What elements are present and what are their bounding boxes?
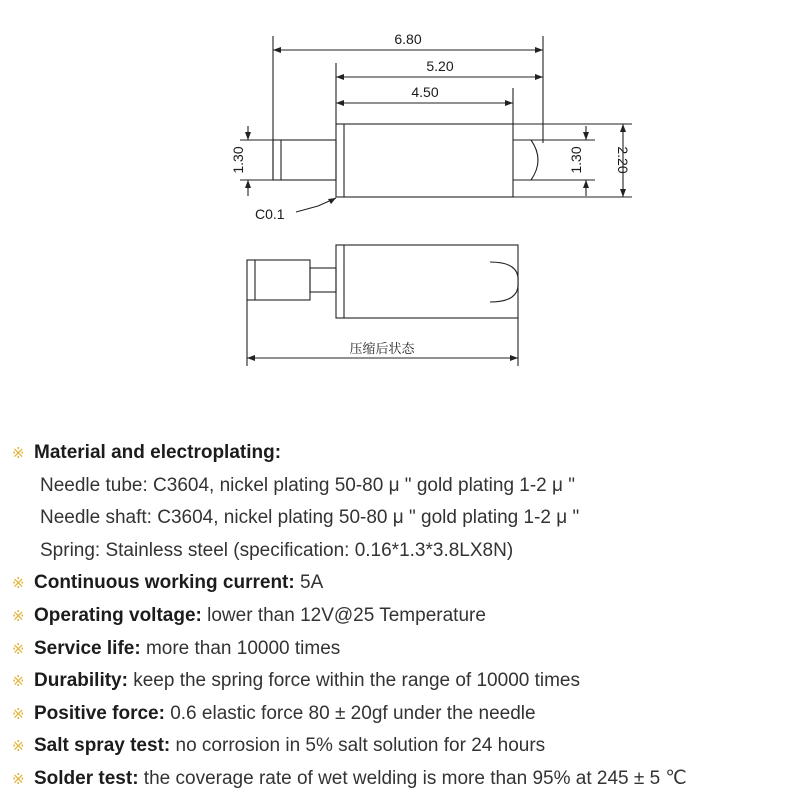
spec-key: Positive force: [34,702,165,724]
dim-body-dia-label: 2.20 [615,146,631,174]
spec-value: 0.6 elastic force 80 ± 20gf under the needle [164,702,536,724]
arrow-head [535,47,543,53]
tip-head [513,140,538,180]
spec-value: 5A [294,572,324,594]
bullet-mark: ※ [12,640,25,658]
spec-row [12,763,792,796]
bullet-mark: ※ [12,770,25,788]
plunger-shaft [273,140,336,180]
arrow-head [583,132,589,140]
arrow-head [505,100,513,106]
compressed-barrel [336,245,518,318]
spec-value: keep the spring force within the range of 10000 times [127,670,581,692]
compressed-shaft-neck [310,268,336,292]
spec-key: Durability: [34,670,128,692]
spec-value: the coverage rate of wet welding is more than 95% at 245 ± 5 ℃ [138,767,687,789]
arrow-head [336,100,344,106]
dim-body-label: 5.20 [426,58,454,74]
bullet-mark: ※ [12,673,25,691]
spec-row [12,730,792,763]
material-item: Needle shaft: C3604, nickel plating 50-80 μ " gold plating 1-2 μ " [40,507,580,529]
spec-row [12,665,792,698]
spec-key: Salt spray test: [34,735,171,757]
arrow-head [510,355,518,361]
arrow-head [328,198,336,204]
arrow-head [535,74,543,80]
spec-key: Service life: [34,637,141,659]
chamfer-label: C0.1 [255,206,285,222]
arrow-head [620,189,626,197]
dim-shaft-dia-label: 1.30 [230,146,246,174]
bullet-mark: ※ [12,738,25,756]
compressed-tip [490,262,518,302]
bullet-mark: ※ [12,607,25,625]
spec-row [12,600,792,633]
compressed-shaft [247,260,310,300]
spec-row [12,633,792,666]
arrow-head [620,124,626,132]
arrow-head [273,47,281,53]
dim-overall-label: 6.80 [394,31,422,47]
spec-list [12,437,792,796]
arrow-head [247,355,255,361]
bullet-mark: ※ [12,575,25,593]
spec-value: no corrosion in 5% salt solution for 24 hours [170,735,546,757]
arrow-head [245,180,251,188]
bullet-mark: ※ [12,705,25,723]
arrow-head [583,180,589,188]
spec-key: Solder test: [34,767,139,789]
barrel-body [336,124,513,197]
spec-value: more than 10000 times [140,637,341,659]
dim-tube-label: 4.50 [411,84,439,100]
material-item: Needle tube: C3604, nickel plating 50-80 μ " gold plating 1-2 μ " [40,474,575,496]
spec-row [12,698,792,731]
spec-key: Operating voltage: [34,604,202,626]
arrow-head [245,132,251,140]
compressed-state-label: 压缩后状态 [349,341,415,356]
bullet-mark: ※ [12,445,25,462]
arrow-head [336,74,344,80]
material-item: Spring: Stainless steel (specification: 0.16*1.3*3.8LX8N) [40,539,514,561]
spec-key: Continuous working current: [34,572,295,594]
material-heading: Material and electroplating: [34,442,282,463]
spec-material-heading-row [12,437,792,470]
spec-row [12,567,792,600]
spec-value: lower than 12V@25 Temperature [201,604,486,626]
dim-tip-dia-label: 1.30 [568,146,584,174]
